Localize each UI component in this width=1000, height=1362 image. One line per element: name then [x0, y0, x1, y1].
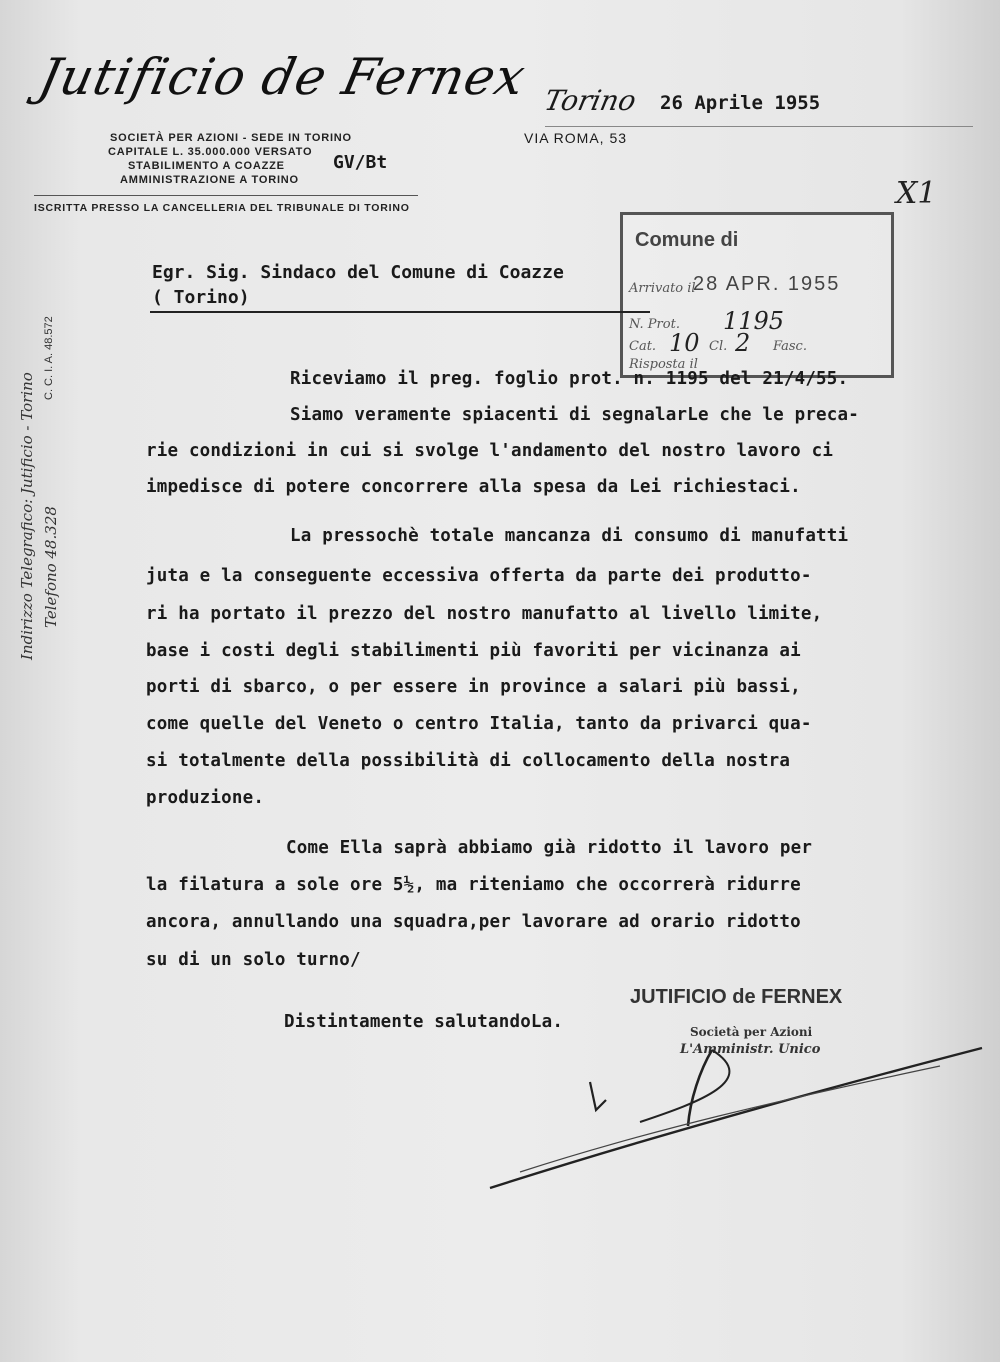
stamp-cl-value: 2	[735, 329, 751, 357]
company-logo: Jutificio de Fernex	[33, 48, 531, 106]
registration-line: ISCRITTA PRESSO LA CANCELLERIA DEL TRIBUNALE DI TORINO	[34, 202, 410, 214]
body-line: La pressochè totale mancanza di consumo di manufatti	[290, 526, 849, 546]
handwritten-mark: X1	[896, 176, 937, 211]
signature-stamp-role: L'Amministr. Unico	[680, 1042, 821, 1057]
body-line: Siamo veramente spiacenti di segnalarLe che le preca-	[290, 405, 860, 425]
body-line: ancora, annullando una squadra,per lavorare ad orario ridotto	[146, 912, 801, 932]
body-line: juta e la conseguente eccessiva offerta da parte dei produtto-	[146, 566, 812, 586]
body-line: Come Ella saprà abbiamo già ridotto il lavoro per	[286, 838, 813, 858]
letter-date: 26 Aprile 1955	[660, 92, 821, 114]
letterhead-detail: CAPITALE L. 35.000.000 VERSATO	[108, 146, 313, 158]
body-line: produzione.	[146, 788, 265, 808]
company-address: VIA ROMA, 53	[524, 130, 628, 146]
reference-code: GV/Bt	[333, 152, 388, 173]
signature-stamp-company: JUTIFICIO de FERNEX	[630, 986, 843, 1008]
letter-city: Torino	[541, 84, 640, 117]
body-line: Riceviamo il preg. foglio prot. n. 1195 del 21/4/55.	[290, 369, 849, 389]
body-line: su di un solo turno/	[146, 950, 361, 970]
stamp-prot-label: N. Prot.	[629, 317, 680, 332]
closing-line: Distintamente salutandoLa.	[284, 1012, 564, 1032]
body-line: la filatura a sole ore 5½, ma riteniamo che occorrerà ridurre	[146, 875, 801, 895]
stamp-prot-value: 1195	[723, 307, 785, 335]
body-line: base i costi degli stabilimenti più favoriti per vicinanza ai	[146, 641, 801, 661]
body-line: impedisce di potere concorrere alla spesa da Lei richiestaci.	[146, 477, 801, 497]
letterhead-detail: AMMINISTRAZIONE A TORINO	[120, 174, 299, 186]
body-line: ri ha portato il prezzo del nostro manufatto al livello limite,	[146, 604, 823, 624]
stamp-cl-label: Cl.	[709, 339, 728, 354]
body-line: rie condizioni in cui si svolge l'andamento del nostro lavoro ci	[146, 441, 834, 461]
recipient-city: ( Torino)	[152, 287, 250, 308]
stamp-received-date: 28 APR. 1955	[693, 273, 841, 295]
stamp-cat-value: 10	[669, 329, 700, 357]
stamp-fasc-label: Fasc.	[773, 339, 807, 354]
signature-stamp-type: Società per Azioni	[690, 1025, 813, 1039]
stamp-risposta-label: Risposta il	[629, 357, 698, 372]
side-telegraph: Indirizzo Telegrafico: Jutificio - Torino	[18, 372, 36, 660]
side-phone: Telefono 48.328	[42, 506, 60, 628]
body-line: porti di sbarco, o per essere in province a salari più bassi,	[146, 677, 801, 697]
body-line: si totalmente della possibilità di collocamento della nostra	[146, 751, 791, 771]
letterhead-detail: STABILIMENTO A COAZZE	[128, 160, 285, 172]
stamp-cat-label: Cat.	[629, 339, 657, 354]
body-line: come quelle del Veneto o centro Italia, tanto da privarci qua-	[146, 714, 812, 734]
stamp-received-label: Arrivato il	[629, 281, 696, 296]
recipient-line: Egr. Sig. Sindaco del Comune di Coazze	[152, 262, 564, 283]
side-cia: C. C. I. A. 48.572	[43, 316, 55, 400]
letterhead-detail: SOCIETÀ PER AZIONI - SEDE IN TORINO	[110, 132, 352, 144]
stamp-title: Comune di	[635, 229, 739, 251]
